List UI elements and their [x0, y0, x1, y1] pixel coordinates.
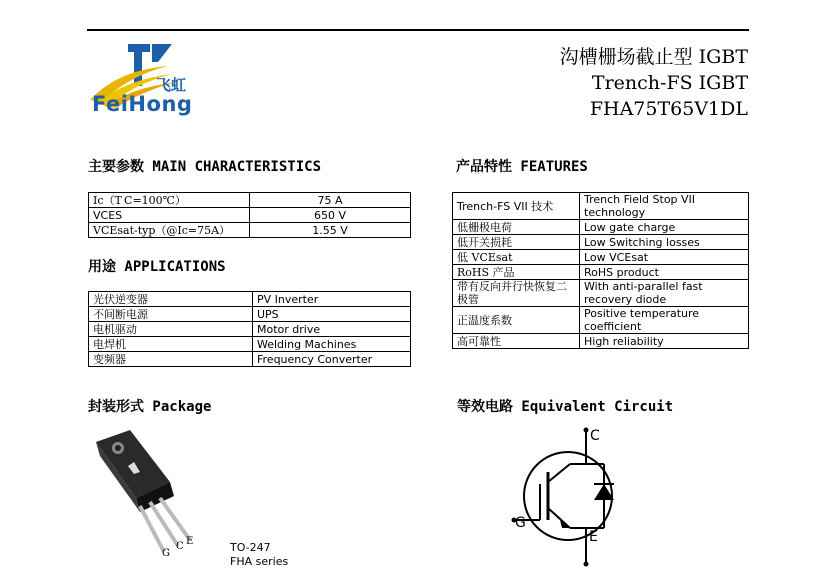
table-row	[89, 307, 411, 322]
application-en: Welding Machines	[253, 337, 411, 352]
feature-cn: 正温度系数	[453, 307, 580, 334]
table-row	[453, 235, 749, 250]
table-row	[89, 292, 411, 307]
logo-english-text: FeiHong	[92, 92, 193, 116]
table-row	[453, 250, 749, 265]
value-cell: 650 V	[250, 208, 411, 223]
feature-en-line: technology	[584, 206, 646, 219]
application-en: PV Inverter	[253, 292, 411, 307]
feature-en: RoHS product	[580, 265, 749, 280]
application-cn: 变频器	[89, 352, 253, 367]
feature-en-line: With anti-parallel fast	[584, 280, 703, 293]
feature-cn: 带有反向并行快恢复二极管	[453, 280, 580, 307]
features-table	[452, 192, 749, 349]
feature-en	[580, 280, 749, 307]
pin-label-c: C	[176, 541, 184, 552]
table-row	[453, 220, 749, 235]
param-cell: VCES	[89, 208, 250, 223]
main-characteristics-table	[88, 192, 411, 238]
feature-cn: 低 VCEsat	[453, 250, 580, 265]
table-row	[89, 223, 411, 238]
applications-heading: 用途 APPLICATIONS	[88, 259, 226, 275]
emitter-label: E	[589, 529, 598, 545]
igbt-circuit-diagram	[508, 424, 628, 574]
package-heading: 封装形式 Package	[88, 399, 212, 415]
application-cn: 电机驱动	[89, 322, 253, 337]
feature-en: Low VCEsat	[580, 250, 749, 265]
package-series: FHA series	[230, 555, 289, 568]
logo-chinese-text: 飞虹	[156, 76, 187, 94]
title-part-number: FHA75T65V1DL	[589, 98, 748, 120]
title-technology: Trench-FS IGBT	[591, 72, 748, 94]
package-caption	[230, 541, 288, 569]
feature-cn: Trench-FS VII 技术	[453, 193, 580, 220]
header-rule	[87, 29, 749, 31]
table-row	[89, 322, 411, 337]
feature-en-line: coefficient	[584, 320, 642, 333]
application-en: Frequency Converter	[253, 352, 411, 367]
circuit-heading: 等效电路 Equivalent Circuit	[457, 399, 674, 415]
table-row	[453, 307, 749, 334]
table-row	[453, 334, 749, 349]
param-cell: VCEsat-typ（@Ic=75A）	[89, 223, 250, 238]
application-cn: 光伏逆变器	[89, 292, 253, 307]
feature-cn: 高可靠性	[453, 334, 580, 349]
feature-en	[580, 307, 749, 334]
application-cn: 电焊机	[89, 337, 253, 352]
table-row	[453, 265, 749, 280]
value-cell: 1.55 V	[250, 223, 411, 238]
to247-package-icon	[88, 422, 208, 572]
table-row	[89, 208, 411, 223]
feature-cn: 低开关损耗	[453, 235, 580, 250]
main-characteristics-heading: 主要参数 MAIN CHARACTERISTICS	[88, 159, 322, 175]
feature-en-line: Positive temperature	[584, 307, 700, 320]
value-cell: 75 A	[250, 193, 411, 208]
applications-table	[88, 291, 411, 367]
document-title	[560, 44, 748, 122]
feature-en-line: Trench Field Stop VII	[584, 193, 696, 206]
pin-label-g: G	[162, 548, 170, 559]
features-heading: 产品特性 FEATURES	[456, 159, 588, 175]
title-chinese: 沟槽栅场截止型 IGBT	[559, 46, 748, 68]
pin-label-e: E	[186, 536, 194, 547]
table-row	[453, 193, 749, 220]
feature-en-line: recovery diode	[584, 293, 667, 306]
feature-en: Low gate charge	[580, 220, 749, 235]
feature-en: Low Switching losses	[580, 235, 749, 250]
package-name: TO-247	[230, 541, 271, 554]
param-cell: Ic（T C=100℃）	[89, 193, 250, 208]
application-en: Motor drive	[253, 322, 411, 337]
table-row	[89, 337, 411, 352]
table-row	[453, 280, 749, 307]
application-cn: 不间断电源	[89, 307, 253, 322]
table-row	[89, 193, 411, 208]
feature-cn: RoHS 产品	[453, 265, 580, 280]
application-en: UPS	[253, 307, 411, 322]
gate-label: G	[515, 515, 526, 531]
feature-cn: 低栅极电荷	[453, 220, 580, 235]
collector-label: C	[590, 428, 600, 444]
table-row	[89, 352, 411, 367]
feature-en: High reliability	[580, 334, 749, 349]
feature-en	[580, 193, 749, 220]
